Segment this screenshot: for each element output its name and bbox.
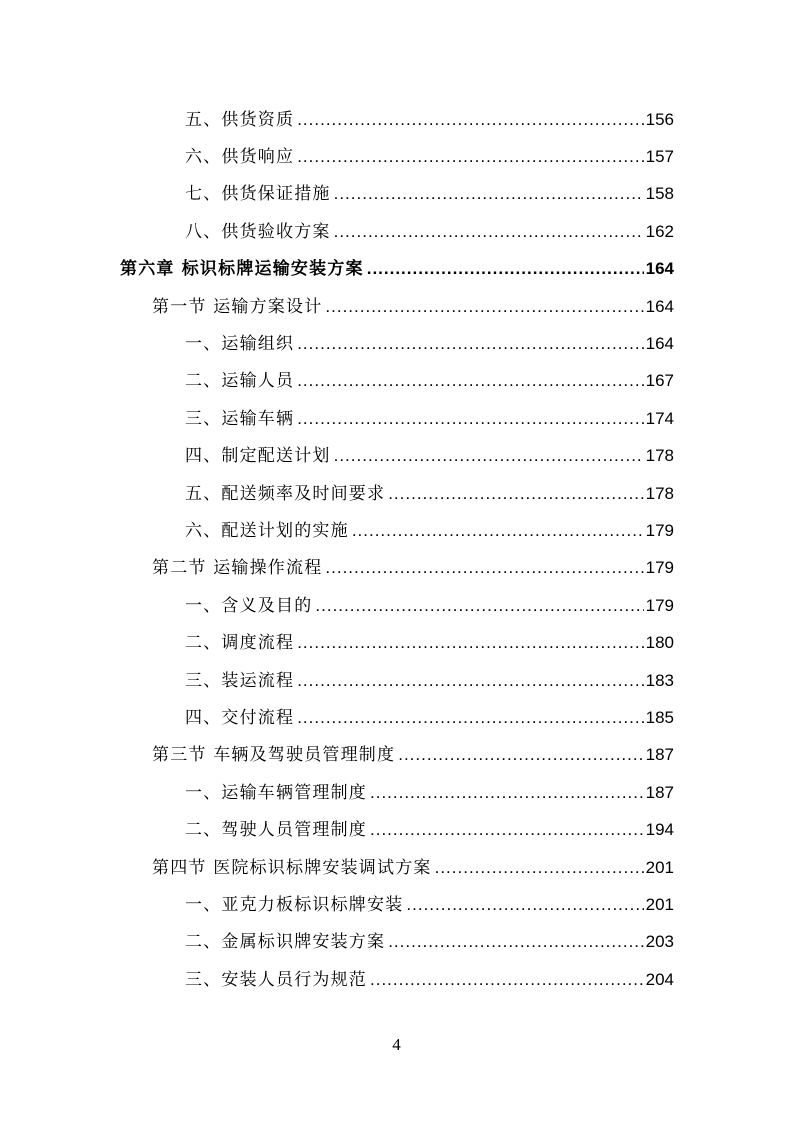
toc-entry-title: 四、交付流程 bbox=[185, 708, 295, 729]
toc-entry-title: 二、金属标识牌安装方案 bbox=[185, 932, 386, 953]
toc-entry[interactable] bbox=[0, 400, 793, 437]
dot-leader bbox=[334, 445, 644, 467]
toc-entry-page: 187 bbox=[645, 745, 674, 765]
toc-section-entry[interactable] bbox=[0, 288, 793, 325]
toc-entry-title: 第三节 车辆及驾驶员管理制度 bbox=[152, 745, 396, 766]
toc-entry-page: 178 bbox=[645, 446, 674, 466]
dot-leader bbox=[367, 258, 644, 280]
toc-entry-page: 185 bbox=[645, 708, 674, 728]
toc-entry-page: 204 bbox=[645, 969, 674, 989]
dot-leader bbox=[352, 520, 644, 542]
toc-section-entry[interactable] bbox=[0, 737, 793, 774]
toc-entry-page: 187 bbox=[645, 782, 674, 802]
toc-entry-title: 六、供货响应 bbox=[185, 147, 295, 168]
toc-entry-page: 201 bbox=[645, 895, 674, 915]
toc-entry-title: 八、供货验收方案 bbox=[185, 221, 331, 242]
toc-entry-title: 一、运输组织 bbox=[185, 334, 295, 355]
dot-leader bbox=[325, 557, 643, 579]
toc-entry[interactable] bbox=[0, 812, 793, 849]
toc-entry-page: 194 bbox=[645, 820, 674, 840]
toc-section-entry[interactable] bbox=[0, 849, 793, 886]
dot-leader bbox=[370, 782, 644, 804]
toc-entry-page: 158 bbox=[645, 184, 674, 204]
toc-entry-page: 179 bbox=[645, 558, 674, 578]
toc-entry-page: 178 bbox=[645, 483, 674, 503]
toc-entry-page: 156 bbox=[645, 109, 674, 129]
toc-entry-page: 164 bbox=[645, 334, 674, 354]
toc-entry[interactable] bbox=[0, 961, 793, 998]
dot-leader bbox=[435, 857, 644, 879]
toc-entry-title: 一、运输车辆管理制度 bbox=[185, 782, 367, 803]
dot-leader bbox=[406, 894, 643, 916]
toc-entry[interactable] bbox=[0, 625, 793, 662]
toc-entry-page: 174 bbox=[645, 408, 674, 428]
toc-chapter-entry[interactable] bbox=[0, 251, 793, 288]
dot-leader bbox=[388, 931, 643, 953]
toc-entry[interactable] bbox=[0, 699, 793, 736]
toc-entry[interactable] bbox=[0, 662, 793, 699]
toc-entry-title: 一、亚克力板标识标牌安装 bbox=[185, 895, 404, 916]
dot-leader bbox=[297, 707, 643, 729]
toc-entry-title: 五、供货资质 bbox=[185, 109, 295, 130]
toc-entry[interactable] bbox=[0, 774, 793, 811]
toc-entry-title: 第六章 标识标牌运输安装方案 bbox=[120, 259, 364, 280]
dot-leader bbox=[370, 969, 644, 991]
dot-leader bbox=[334, 221, 644, 243]
toc-entry-page: 164 bbox=[645, 259, 674, 279]
dot-leader bbox=[334, 183, 644, 205]
toc-entry-page: 164 bbox=[645, 296, 674, 316]
toc-entry[interactable] bbox=[0, 325, 793, 362]
toc-entry-title: 第一节 运输方案设计 bbox=[152, 296, 323, 317]
toc-entry-page: 201 bbox=[645, 857, 674, 877]
toc-entry[interactable] bbox=[0, 138, 793, 175]
dot-leader bbox=[388, 483, 643, 505]
toc-entry-title: 五、配送频率及时间要求 bbox=[185, 483, 386, 504]
toc-section-entry[interactable] bbox=[0, 550, 793, 587]
dot-leader bbox=[297, 632, 643, 654]
dot-leader bbox=[297, 333, 643, 355]
toc-entry-page: 183 bbox=[645, 670, 674, 690]
toc-entry-title: 三、装运流程 bbox=[185, 670, 295, 691]
dot-leader bbox=[297, 370, 643, 392]
toc-entry[interactable] bbox=[0, 101, 793, 138]
toc-entry[interactable] bbox=[0, 587, 793, 624]
toc-entry-title: 四、制定配送计划 bbox=[185, 446, 331, 467]
dot-leader bbox=[297, 146, 643, 168]
dot-leader bbox=[297, 670, 643, 692]
dot-leader bbox=[370, 819, 644, 841]
dot-leader bbox=[297, 109, 643, 131]
dot-leader bbox=[325, 296, 643, 318]
toc-entry-title: 七、供货保证措施 bbox=[185, 184, 331, 205]
toc-entry-title: 六、配送计划的实施 bbox=[185, 521, 349, 542]
toc-entry-page: 179 bbox=[645, 595, 674, 615]
toc-entry[interactable] bbox=[0, 213, 793, 250]
toc-entry-title: 二、调度流程 bbox=[185, 633, 295, 654]
toc-entry-title: 第四节 医院标识标牌安装调试方案 bbox=[152, 857, 432, 878]
toc-entry-title: 二、运输人员 bbox=[185, 371, 295, 392]
toc-entry[interactable] bbox=[0, 886, 793, 923]
page-number: 4 bbox=[392, 1035, 401, 1054]
toc-entry[interactable] bbox=[0, 475, 793, 512]
toc-entry-page: 180 bbox=[645, 633, 674, 653]
toc-entry-page: 167 bbox=[645, 371, 674, 391]
toc-entry[interactable] bbox=[0, 363, 793, 400]
toc-entry[interactable] bbox=[0, 176, 793, 213]
toc-entry-title: 三、安装人员行为规范 bbox=[185, 969, 367, 990]
toc-entry-title: 三、运输车辆 bbox=[185, 408, 295, 429]
toc-entry[interactable] bbox=[0, 438, 793, 475]
dot-leader bbox=[297, 408, 643, 430]
dot-leader bbox=[398, 744, 643, 766]
toc-entry-page: 157 bbox=[645, 147, 674, 167]
toc-entry-page: 203 bbox=[645, 932, 674, 952]
toc-entry-title: 二、驾驶人员管理制度 bbox=[185, 820, 367, 841]
toc-entry-title: 一、含义及目的 bbox=[185, 595, 313, 616]
toc-entry[interactable] bbox=[0, 924, 793, 961]
toc-entry[interactable] bbox=[0, 512, 793, 549]
toc-entry-title: 第二节 运输操作流程 bbox=[152, 558, 323, 579]
dot-leader bbox=[315, 595, 643, 617]
toc-entry-page: 179 bbox=[645, 521, 674, 541]
toc-entry-page: 162 bbox=[645, 221, 674, 241]
